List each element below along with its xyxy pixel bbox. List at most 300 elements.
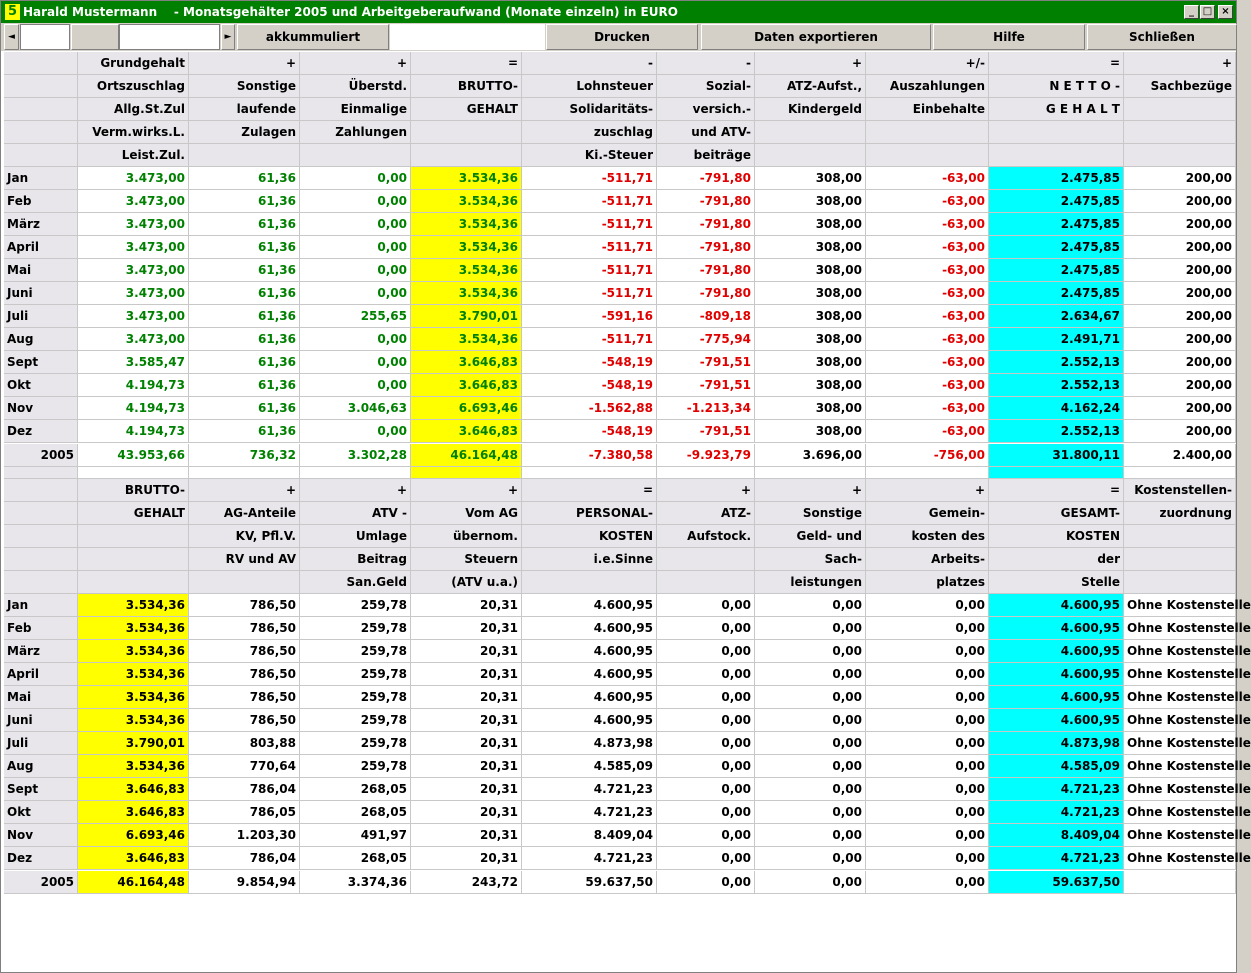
total-cell[interactable]: [1124, 871, 1236, 894]
total-cell[interactable]: 3.302,28: [300, 444, 411, 467]
table-cell[interactable]: 3.534,36: [411, 282, 522, 305]
table-cell[interactable]: 308,00: [755, 374, 866, 397]
column-header[interactable]: Geld- und: [755, 525, 866, 548]
table-cell[interactable]: 3.534,36: [78, 755, 189, 778]
table-cell[interactable]: 0,00: [657, 594, 755, 617]
table-cell[interactable]: 0,00: [866, 755, 989, 778]
table-cell[interactable]: -63,00: [866, 305, 989, 328]
total-cell[interactable]: 2.400,00: [1124, 444, 1236, 467]
spacer-cell[interactable]: [1124, 467, 1236, 479]
column-header[interactable]: i.e.Sinne: [522, 548, 657, 571]
table-cell[interactable]: 0,00: [657, 847, 755, 870]
table-cell[interactable]: 0,00: [755, 824, 866, 847]
column-header[interactable]: Ki.-Steuer: [522, 144, 657, 167]
month-label[interactable]: April: [4, 236, 78, 259]
month-label[interactable]: März: [4, 640, 78, 663]
total-year-label[interactable]: 2005: [4, 444, 78, 467]
spacer-cell[interactable]: [657, 467, 755, 479]
table-cell[interactable]: 61,36: [189, 328, 300, 351]
table-cell[interactable]: 0,00: [866, 824, 989, 847]
column-header[interactable]: AG-Anteile: [189, 502, 300, 525]
table-cell[interactable]: 786,50: [189, 640, 300, 663]
table-cell[interactable]: 61,36: [189, 167, 300, 190]
column-header[interactable]: Vom AG: [411, 502, 522, 525]
table-cell[interactable]: 0,00: [300, 190, 411, 213]
table-cell[interactable]: 786,50: [189, 686, 300, 709]
table-cell[interactable]: 3.473,00: [78, 190, 189, 213]
table-cell[interactable]: 3.646,83: [78, 801, 189, 824]
maximize-button[interactable]: □: [1200, 5, 1215, 19]
table-cell[interactable]: 3.534,36: [78, 686, 189, 709]
table-cell[interactable]: 200,00: [1124, 282, 1236, 305]
table-cell[interactable]: 268,05: [300, 778, 411, 801]
column-header[interactable]: platzes: [866, 571, 989, 594]
column-header[interactable]: Stelle: [989, 571, 1124, 594]
table-cell[interactable]: 786,04: [189, 847, 300, 870]
column-header[interactable]: +: [1124, 52, 1236, 75]
table-cell[interactable]: 200,00: [1124, 213, 1236, 236]
table-cell[interactable]: 4.721,23: [522, 778, 657, 801]
table-cell[interactable]: 4.600,95: [989, 663, 1124, 686]
table-cell[interactable]: 786,05: [189, 801, 300, 824]
column-header[interactable]: Überstd.: [300, 75, 411, 98]
table-cell[interactable]: 0,00: [866, 778, 989, 801]
table-cell[interactable]: 4.600,95: [989, 617, 1124, 640]
column-header[interactable]: ATZ-: [657, 502, 755, 525]
cost-center-cell[interactable]: Ohne Kostenstelle: [1124, 778, 1236, 801]
table-cell[interactable]: 3.534,36: [411, 190, 522, 213]
table-cell[interactable]: 20,31: [411, 732, 522, 755]
table-cell[interactable]: 0,00: [755, 686, 866, 709]
table-cell[interactable]: 2.491,71: [989, 328, 1124, 351]
table-cell[interactable]: -63,00: [866, 213, 989, 236]
table-cell[interactable]: 0,00: [866, 594, 989, 617]
table-cell[interactable]: -511,71: [522, 259, 657, 282]
table-cell[interactable]: 4.194,73: [78, 420, 189, 443]
column-header[interactable]: Sozial-: [657, 75, 755, 98]
table-cell[interactable]: 0,00: [755, 732, 866, 755]
table-cell[interactable]: -591,16: [522, 305, 657, 328]
spacer-cell[interactable]: [4, 467, 78, 479]
table-cell[interactable]: 308,00: [755, 282, 866, 305]
month-label[interactable]: Feb: [4, 617, 78, 640]
column-header[interactable]: GEHALT: [411, 98, 522, 121]
table-cell[interactable]: -63,00: [866, 397, 989, 420]
total-cell[interactable]: 243,72: [411, 871, 522, 894]
hilfe-button[interactable]: Hilfe: [933, 24, 1085, 50]
cost-center-cell[interactable]: Ohne Kostenstelle: [1124, 824, 1236, 847]
table-cell[interactable]: 2.475,85: [989, 236, 1124, 259]
column-header[interactable]: =: [989, 479, 1124, 502]
table-cell[interactable]: 491,97: [300, 824, 411, 847]
table-cell[interactable]: -791,80: [657, 167, 755, 190]
month-label[interactable]: Sept: [4, 778, 78, 801]
table-cell[interactable]: 3.646,83: [411, 374, 522, 397]
table-cell[interactable]: 4.600,95: [522, 686, 657, 709]
spacer-cell[interactable]: [522, 467, 657, 479]
table-cell[interactable]: 2.552,13: [989, 374, 1124, 397]
column-header[interactable]: und ATV-: [657, 121, 755, 144]
table-cell[interactable]: -511,71: [522, 213, 657, 236]
table-cell[interactable]: 3.534,36: [78, 594, 189, 617]
table-cell[interactable]: 3.790,01: [411, 305, 522, 328]
table-cell[interactable]: 0,00: [755, 709, 866, 732]
table-cell[interactable]: 3.646,83: [411, 420, 522, 443]
spacer-cell[interactable]: [78, 467, 189, 479]
month-label[interactable]: Dez: [4, 847, 78, 870]
table-cell[interactable]: 3.585,47: [78, 351, 189, 374]
cost-center-cell[interactable]: Ohne Kostenstelle: [1124, 594, 1236, 617]
column-header[interactable]: GESAMT-: [989, 502, 1124, 525]
table-cell[interactable]: 770,64: [189, 755, 300, 778]
table-cell[interactable]: -791,80: [657, 259, 755, 282]
column-header[interactable]: G E H A L T: [989, 98, 1124, 121]
table-cell[interactable]: -1.213,34: [657, 397, 755, 420]
table-cell[interactable]: 3.046,63: [300, 397, 411, 420]
table-cell[interactable]: 268,05: [300, 801, 411, 824]
row-label-header[interactable]: [4, 525, 78, 548]
row-label-header[interactable]: [4, 502, 78, 525]
table-cell[interactable]: 308,00: [755, 397, 866, 420]
total-year-label[interactable]: 2005: [4, 871, 78, 894]
period-to-input[interactable]: [119, 24, 220, 50]
spacer-cell[interactable]: [866, 467, 989, 479]
table-cell[interactable]: 0,00: [657, 617, 755, 640]
table-cell[interactable]: 61,36: [189, 282, 300, 305]
table-cell[interactable]: 4.721,23: [522, 847, 657, 870]
period-from-input[interactable]: [20, 24, 70, 50]
column-header[interactable]: übernom.: [411, 525, 522, 548]
table-cell[interactable]: 259,78: [300, 709, 411, 732]
column-header[interactable]: Zulagen: [189, 121, 300, 144]
column-header[interactable]: Verm.wirks.L.: [78, 121, 189, 144]
table-cell[interactable]: 0,00: [866, 801, 989, 824]
column-header[interactable]: +: [755, 479, 866, 502]
title-bar[interactable]: [1, 1, 1236, 23]
month-label[interactable]: Juni: [4, 282, 78, 305]
column-header[interactable]: leistungen: [755, 571, 866, 594]
column-header[interactable]: =: [411, 52, 522, 75]
total-cell[interactable]: 43.953,66: [78, 444, 189, 467]
row-label-header[interactable]: [4, 75, 78, 98]
table-cell[interactable]: 2.552,13: [989, 420, 1124, 443]
table-cell[interactable]: 0,00: [866, 686, 989, 709]
column-header[interactable]: [1124, 144, 1236, 167]
month-label[interactable]: März: [4, 213, 78, 236]
column-header[interactable]: +/-: [866, 52, 989, 75]
total-cell[interactable]: 59.637,50: [989, 871, 1124, 894]
table-cell[interactable]: 3.646,83: [78, 778, 189, 801]
table-cell[interactable]: 2.634,67: [989, 305, 1124, 328]
table-cell[interactable]: -511,71: [522, 190, 657, 213]
column-header[interactable]: ATZ-Aufst.,: [755, 75, 866, 98]
column-header[interactable]: +: [300, 479, 411, 502]
total-cell[interactable]: 59.637,50: [522, 871, 657, 894]
month-label[interactable]: Aug: [4, 328, 78, 351]
table-cell[interactable]: 4.162,24: [989, 397, 1124, 420]
table-cell[interactable]: -63,00: [866, 420, 989, 443]
table-cell[interactable]: 4.600,95: [522, 617, 657, 640]
table-cell[interactable]: -775,94: [657, 328, 755, 351]
table-cell[interactable]: 0,00: [866, 663, 989, 686]
table-cell[interactable]: 0,00: [657, 732, 755, 755]
column-header[interactable]: Arbeits-: [866, 548, 989, 571]
column-header[interactable]: -: [522, 52, 657, 75]
column-header[interactable]: BRUTTO-: [78, 479, 189, 502]
table-cell[interactable]: 0,00: [657, 824, 755, 847]
total-cell[interactable]: -7.380,58: [522, 444, 657, 467]
column-header[interactable]: [411, 121, 522, 144]
table-cell[interactable]: 0,00: [866, 732, 989, 755]
scroll-right-icon[interactable]: ►: [221, 24, 235, 50]
column-header[interactable]: +: [755, 52, 866, 75]
table-cell[interactable]: 4.600,95: [989, 640, 1124, 663]
column-header[interactable]: [300, 144, 411, 167]
total-cell[interactable]: -756,00: [866, 444, 989, 467]
table-cell[interactable]: 4.600,95: [989, 709, 1124, 732]
table-cell[interactable]: 3.473,00: [78, 259, 189, 282]
column-header[interactable]: Aufstock.: [657, 525, 755, 548]
column-header[interactable]: [866, 144, 989, 167]
table-cell[interactable]: -1.562,88: [522, 397, 657, 420]
column-header[interactable]: (ATV u.a.): [411, 571, 522, 594]
table-cell[interactable]: 4.194,73: [78, 397, 189, 420]
column-header[interactable]: der: [989, 548, 1124, 571]
total-cell[interactable]: 0,00: [755, 871, 866, 894]
cost-center-cell[interactable]: Ohne Kostenstelle: [1124, 801, 1236, 824]
table-cell[interactable]: 0,00: [300, 167, 411, 190]
row-label-header[interactable]: [4, 52, 78, 75]
table-cell[interactable]: 2.475,85: [989, 190, 1124, 213]
cost-center-cell[interactable]: Ohne Kostenstelle: [1124, 617, 1236, 640]
column-header[interactable]: [989, 121, 1124, 144]
table-cell[interactable]: 786,50: [189, 594, 300, 617]
column-header[interactable]: N E T T O -: [989, 75, 1124, 98]
table-cell[interactable]: -548,19: [522, 420, 657, 443]
table-cell[interactable]: 200,00: [1124, 397, 1236, 420]
table-cell[interactable]: 259,78: [300, 594, 411, 617]
table-cell[interactable]: 4.600,95: [522, 663, 657, 686]
month-label[interactable]: Okt: [4, 374, 78, 397]
table-cell[interactable]: 3.534,36: [78, 640, 189, 663]
column-header[interactable]: [755, 144, 866, 167]
table-cell[interactable]: 20,31: [411, 594, 522, 617]
table-cell[interactable]: 0,00: [300, 213, 411, 236]
table-cell[interactable]: 259,78: [300, 663, 411, 686]
table-cell[interactable]: 308,00: [755, 236, 866, 259]
table-cell[interactable]: 200,00: [1124, 190, 1236, 213]
table-cell[interactable]: 61,36: [189, 397, 300, 420]
table-cell[interactable]: 200,00: [1124, 328, 1236, 351]
table-cell[interactable]: 200,00: [1124, 236, 1236, 259]
column-header[interactable]: zuordnung: [1124, 502, 1236, 525]
table-cell[interactable]: 268,05: [300, 847, 411, 870]
column-header[interactable]: San.Geld: [300, 571, 411, 594]
table-cell[interactable]: 308,00: [755, 167, 866, 190]
column-header[interactable]: Beitrag: [300, 548, 411, 571]
month-label[interactable]: Juli: [4, 305, 78, 328]
table-cell[interactable]: 20,31: [411, 686, 522, 709]
table-cell[interactable]: 3.534,36: [78, 617, 189, 640]
table-cell[interactable]: 0,00: [866, 847, 989, 870]
table-cell[interactable]: 0,00: [300, 328, 411, 351]
table-cell[interactable]: 0,00: [755, 617, 866, 640]
column-header[interactable]: +: [300, 52, 411, 75]
table-cell[interactable]: 0,00: [300, 351, 411, 374]
table-cell[interactable]: -63,00: [866, 374, 989, 397]
table-cell[interactable]: 4.600,95: [522, 594, 657, 617]
column-header[interactable]: [1124, 571, 1236, 594]
table-cell[interactable]: -791,51: [657, 420, 755, 443]
table-cell[interactable]: -791,80: [657, 213, 755, 236]
column-header[interactable]: [1124, 525, 1236, 548]
column-header[interactable]: [189, 144, 300, 167]
column-header[interactable]: Einbehalte: [866, 98, 989, 121]
table-cell[interactable]: 3.473,00: [78, 282, 189, 305]
table-cell[interactable]: 259,78: [300, 686, 411, 709]
column-header[interactable]: Grundgehalt: [78, 52, 189, 75]
column-header[interactable]: [522, 571, 657, 594]
column-header[interactable]: kosten des: [866, 525, 989, 548]
table-cell[interactable]: 259,78: [300, 617, 411, 640]
table-cell[interactable]: 4.585,09: [522, 755, 657, 778]
table-cell[interactable]: 0,00: [755, 801, 866, 824]
table-cell[interactable]: 3.534,36: [411, 259, 522, 282]
cost-center-cell[interactable]: Ohne Kostenstelle: [1124, 686, 1236, 709]
table-cell[interactable]: 200,00: [1124, 351, 1236, 374]
column-header[interactable]: [78, 525, 189, 548]
month-label[interactable]: Sept: [4, 351, 78, 374]
table-cell[interactable]: 0,00: [300, 374, 411, 397]
table-cell[interactable]: 3.534,36: [78, 663, 189, 686]
table-cell[interactable]: 200,00: [1124, 305, 1236, 328]
table-cell[interactable]: 3.534,36: [411, 236, 522, 259]
table-cell[interactable]: 20,31: [411, 778, 522, 801]
month-label[interactable]: Nov: [4, 397, 78, 420]
table-cell[interactable]: 3.790,01: [78, 732, 189, 755]
column-header[interactable]: Leist.Zul.: [78, 144, 189, 167]
table-cell[interactable]: 0,00: [755, 663, 866, 686]
table-cell[interactable]: 6.693,46: [78, 824, 189, 847]
row-label-header[interactable]: [4, 98, 78, 121]
table-cell[interactable]: -791,51: [657, 351, 755, 374]
table-cell[interactable]: 4.585,09: [989, 755, 1124, 778]
table-cell[interactable]: 20,31: [411, 755, 522, 778]
total-cell[interactable]: 0,00: [657, 871, 755, 894]
table-cell[interactable]: 3.534,36: [411, 167, 522, 190]
table-cell[interactable]: -63,00: [866, 351, 989, 374]
spacer-cell[interactable]: [189, 467, 300, 479]
table-cell[interactable]: 2.552,13: [989, 351, 1124, 374]
month-label[interactable]: Juni: [4, 709, 78, 732]
table-cell[interactable]: 786,50: [189, 617, 300, 640]
table-cell[interactable]: -791,51: [657, 374, 755, 397]
column-header[interactable]: [1124, 121, 1236, 144]
column-header[interactable]: KOSTEN: [522, 525, 657, 548]
column-header[interactable]: Kindergeld: [755, 98, 866, 121]
column-header[interactable]: Allg.St.Zul: [78, 98, 189, 121]
column-header[interactable]: KOSTEN: [989, 525, 1124, 548]
table-cell[interactable]: 0,00: [657, 801, 755, 824]
table-cell[interactable]: 200,00: [1124, 167, 1236, 190]
table-cell[interactable]: 20,31: [411, 824, 522, 847]
total-cell[interactable]: 736,32: [189, 444, 300, 467]
column-header[interactable]: [189, 571, 300, 594]
row-label-header[interactable]: [4, 479, 78, 502]
table-cell[interactable]: 3.473,00: [78, 328, 189, 351]
akkummuliert-button[interactable]: akkummuliert: [237, 24, 389, 50]
column-header[interactable]: +: [411, 479, 522, 502]
table-cell[interactable]: 1.203,30: [189, 824, 300, 847]
table-cell[interactable]: 61,36: [189, 420, 300, 443]
table-cell[interactable]: -511,71: [522, 328, 657, 351]
table-cell[interactable]: 8.409,04: [522, 824, 657, 847]
row-label-header[interactable]: [4, 121, 78, 144]
table-cell[interactable]: 0,00: [657, 755, 755, 778]
month-label[interactable]: Dez: [4, 420, 78, 443]
month-label[interactable]: Mai: [4, 686, 78, 709]
table-cell[interactable]: 0,00: [755, 640, 866, 663]
column-header[interactable]: KV, Pfl.V.: [189, 525, 300, 548]
table-cell[interactable]: -63,00: [866, 190, 989, 213]
month-label[interactable]: Aug: [4, 755, 78, 778]
month-label[interactable]: Feb: [4, 190, 78, 213]
column-header[interactable]: [1124, 548, 1236, 571]
total-cell[interactable]: 3.696,00: [755, 444, 866, 467]
table-cell[interactable]: 3.646,83: [78, 847, 189, 870]
month-label[interactable]: Jan: [4, 167, 78, 190]
table-cell[interactable]: 61,36: [189, 190, 300, 213]
table-cell[interactable]: 308,00: [755, 305, 866, 328]
table-cell[interactable]: 6.693,46: [411, 397, 522, 420]
table-cell[interactable]: 308,00: [755, 328, 866, 351]
column-header[interactable]: ATV -: [300, 502, 411, 525]
table-cell[interactable]: 3.473,00: [78, 167, 189, 190]
table-cell[interactable]: 308,00: [755, 351, 866, 374]
table-cell[interactable]: 4.721,23: [989, 847, 1124, 870]
table-cell[interactable]: 4.600,95: [522, 640, 657, 663]
table-cell[interactable]: -791,80: [657, 282, 755, 305]
spacer-cell[interactable]: [411, 467, 522, 479]
column-header[interactable]: beiträge: [657, 144, 755, 167]
column-header[interactable]: +: [657, 479, 755, 502]
spacer-cell[interactable]: [300, 467, 411, 479]
column-header[interactable]: +: [189, 52, 300, 75]
table-cell[interactable]: -63,00: [866, 236, 989, 259]
total-cell[interactable]: 46.164,48: [78, 871, 189, 894]
column-header[interactable]: [657, 548, 755, 571]
column-header[interactable]: Umlage: [300, 525, 411, 548]
table-cell[interactable]: 308,00: [755, 190, 866, 213]
table-cell[interactable]: 0,00: [657, 709, 755, 732]
total-cell[interactable]: 31.800,11: [989, 444, 1124, 467]
column-header[interactable]: +: [866, 479, 989, 502]
total-cell[interactable]: 9.854,94: [189, 871, 300, 894]
spacer-cell[interactable]: [755, 467, 866, 479]
table-cell[interactable]: 4.721,23: [522, 801, 657, 824]
table-cell[interactable]: 61,36: [189, 374, 300, 397]
export-button[interactable]: Daten exportieren: [701, 24, 931, 50]
table-cell[interactable]: 3.473,00: [78, 305, 189, 328]
column-header[interactable]: Kostenstellen-: [1124, 479, 1236, 502]
column-header[interactable]: Solidaritäts-: [522, 98, 657, 121]
table-cell[interactable]: 0,00: [300, 420, 411, 443]
column-header[interactable]: [755, 121, 866, 144]
cost-center-cell[interactable]: Ohne Kostenstelle: [1124, 847, 1236, 870]
table-cell[interactable]: 4.600,95: [989, 686, 1124, 709]
total-cell[interactable]: -9.923,79: [657, 444, 755, 467]
table-cell[interactable]: 0,00: [657, 778, 755, 801]
